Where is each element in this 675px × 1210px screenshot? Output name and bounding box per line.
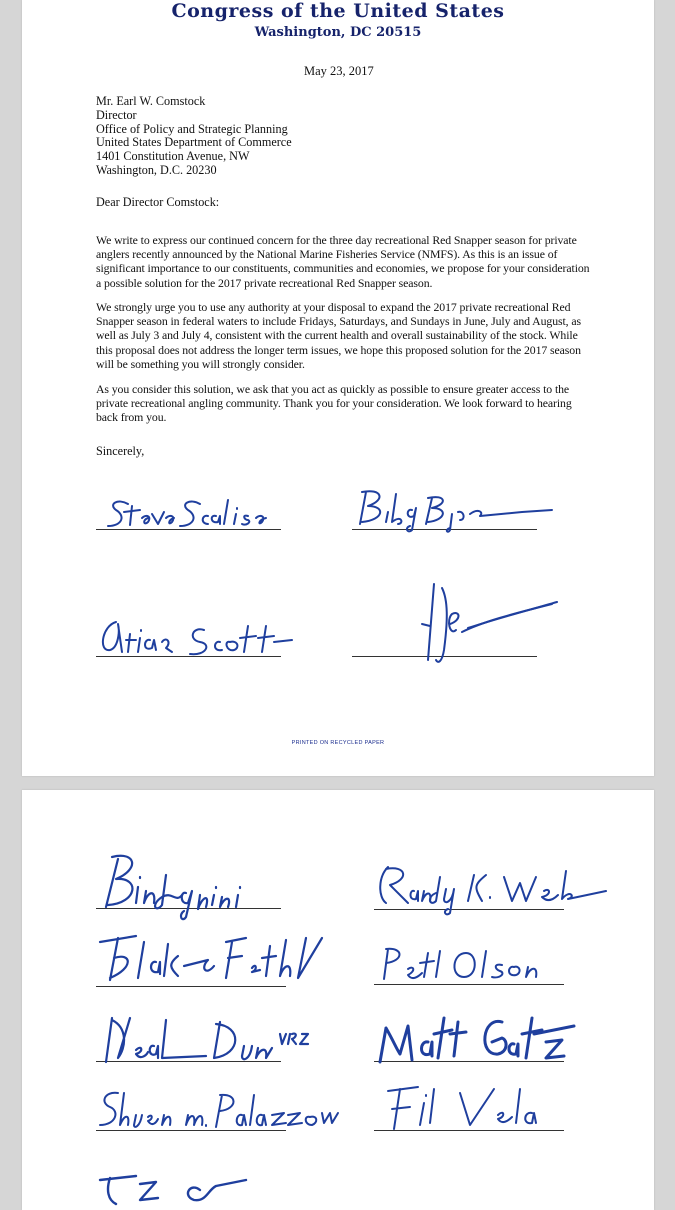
signature-farenthold-image [96,928,336,988]
signature-byrne-image [352,484,552,534]
salutation: Dear Director Comstock: [96,195,220,209]
signature-graves [352,620,537,657]
signature-byrne [352,492,537,530]
body-paragraph-1: We write to express our continued concern for the three day recreational Red Snapper season for private anglers recently announced by the National Marine Fisheries Service (NMFS). As this is an issue of significant importance to our constituents, communities and economies, we propose for your consideration a possible solution for the 2017 private recreational Red Snapper season. [96,233,590,290]
recipient-name: Mr. Earl W. Comstock [96,94,206,108]
letter-date: May 23, 2017 [304,64,374,78]
letterhead-title: Congress of the United States [171,0,505,22]
signature-vela-image [374,1079,574,1139]
signature-olson [374,945,564,985]
signature-gaetz-image [374,998,614,1078]
recipient-city: Washington, D.C. 20230 [96,162,217,177]
signature-scalise-image [96,490,296,535]
body-paragraph-3: As you consider this solution, we ask that you act as quickly as possible to ensure greater access to the private recreational angling community. Thank you for your consideration. We look forward to hearing back from you. [96,382,572,425]
signature-scalise [96,490,281,530]
recipient-address [96,95,292,178]
closing: Sincerely, [96,444,145,458]
recycled-paper-note: PRINTED ON RECYCLED PAPER [291,740,385,746]
recipient-street: 1401 Constitution Avenue, NW [96,149,250,164]
signature-babin-image [96,847,296,917]
signature-palazzo [96,1093,286,1131]
signature-weber-image [374,857,614,917]
signature-vela [374,1093,564,1131]
signature-weber [374,865,564,910]
letter-page-1 [22,0,654,776]
signature-palazzo-image [96,1085,346,1135]
signature-farenthold [96,942,286,987]
signature-gaetz [374,1022,564,1062]
recipient-title: Director [96,107,137,122]
signature-graves-image [352,580,562,670]
letterhead-subtitle: Washington, DC 20515 [254,25,422,40]
recipient-department: United States Department of Commerce [96,135,292,150]
signature-dunn-image [96,1008,336,1068]
letter-page-2 [22,790,654,1210]
signature-additional [96,1170,286,1210]
recipient-office: Office of Policy and Strategic Planning [96,121,288,136]
signature-scott [96,622,281,657]
signature-dunn [96,1022,281,1062]
signature-scott-image [96,612,296,662]
signature-olson-image [374,939,574,989]
signature-additional-image [96,1170,296,1210]
signature-babin [96,857,281,909]
body-paragraph-2: We strongly urge you to use any authority at your disposal to expand the 2017 private recreational Red Snapper season in federal waters to include Fridays, Saturdays, and Sundays in June, July and August, as well as July 3 and July 4, consistent with the current health and overall sustainability of the stock. While this proposal does not address the longer term issues, we hope this proposed solution for the 2017 season will be something you will strongly consider. [96,300,581,371]
